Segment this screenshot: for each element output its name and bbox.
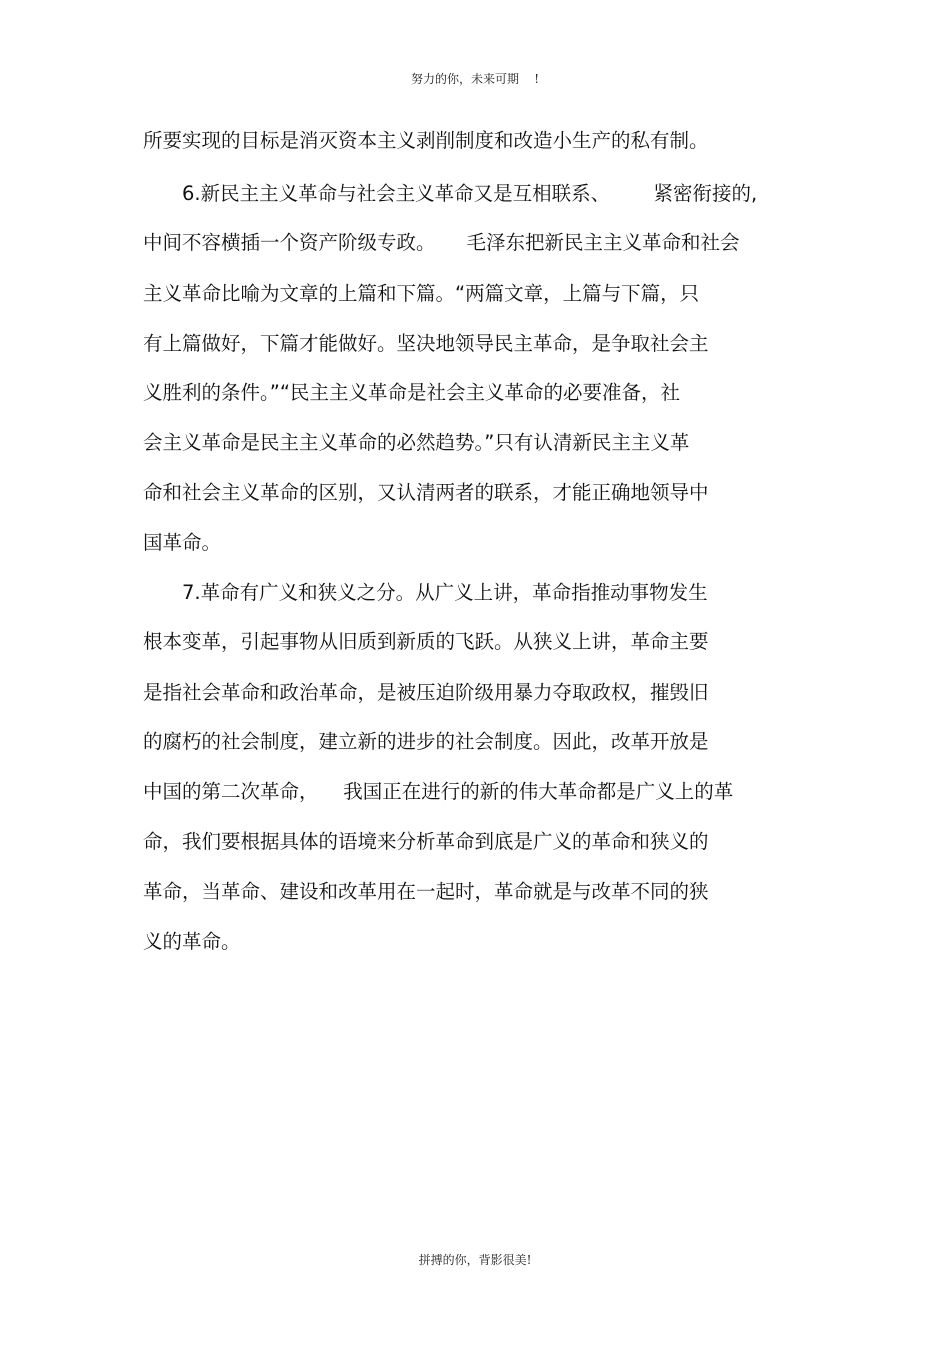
text-line: 命，我们要根据具体的语境来分析革命到底是广义的革命和狭义的 (143, 830, 709, 853)
text-line: 主义革命比喻为文章的上篇和下篇。“两篇文章，上篇与下篇，只 (143, 282, 700, 305)
text-line: 的腐朽的社会制度，建立新的进步的社会制度。因此，改革开放是 (143, 730, 709, 753)
page-footer: 拼搏的你，背影很美! (418, 1253, 532, 1267)
text-line: 是指社会革命和政治革命，是被压迫阶级用暴力夺取政权，摧毁旧 (143, 681, 709, 704)
page-header: 努力的你，未来可期 ! (410, 72, 540, 86)
text-line: 革命，当革命、建设和改革用在一起时，革命就是与改革不同的狭 (143, 880, 709, 903)
text-line: 中间不容横插一个资产阶级专政。 毛泽东把新民主主义革命和社会 (143, 231, 740, 254)
text-line: 命和社会主义革命的区别，又认清两者的联系，才能正确地领导中 (143, 481, 709, 504)
text-line: 国革命。 (143, 531, 222, 554)
text-line: 中国的第二次革命， 我国正在进行的新的伟大革命都是广义上的革 (143, 780, 734, 803)
text-line: 根本变革，引起事物从旧质到新质的飞跃。从狭义上讲，革命主要 (143, 630, 709, 653)
text-line: 会主义革命是民主主义革命的必然趋势。”只有认清新民主主义革 (143, 431, 690, 454)
text-line: 有上篇做好，下篇才能做好。坚决地领导民主革命，是争取社会主 (143, 332, 709, 355)
paragraph-6-start: 6.新民主主义革命与社会主义革命又是互相联系、 紧密衔接的, (182, 182, 758, 205)
text-line: 所要实现的目标是消灭资本主义剥削制度和改造小生产的私有制。 (143, 129, 709, 152)
paragraph-7-start: 7.革命有广义和狭义之分。从广义上讲，革命指推动事物发生 (182, 581, 708, 604)
text-line: 义的革命。 (143, 930, 241, 953)
text-line: 义胜利的条件。”“民主主义革命是社会主义革命的必要准备，社 (143, 381, 680, 404)
